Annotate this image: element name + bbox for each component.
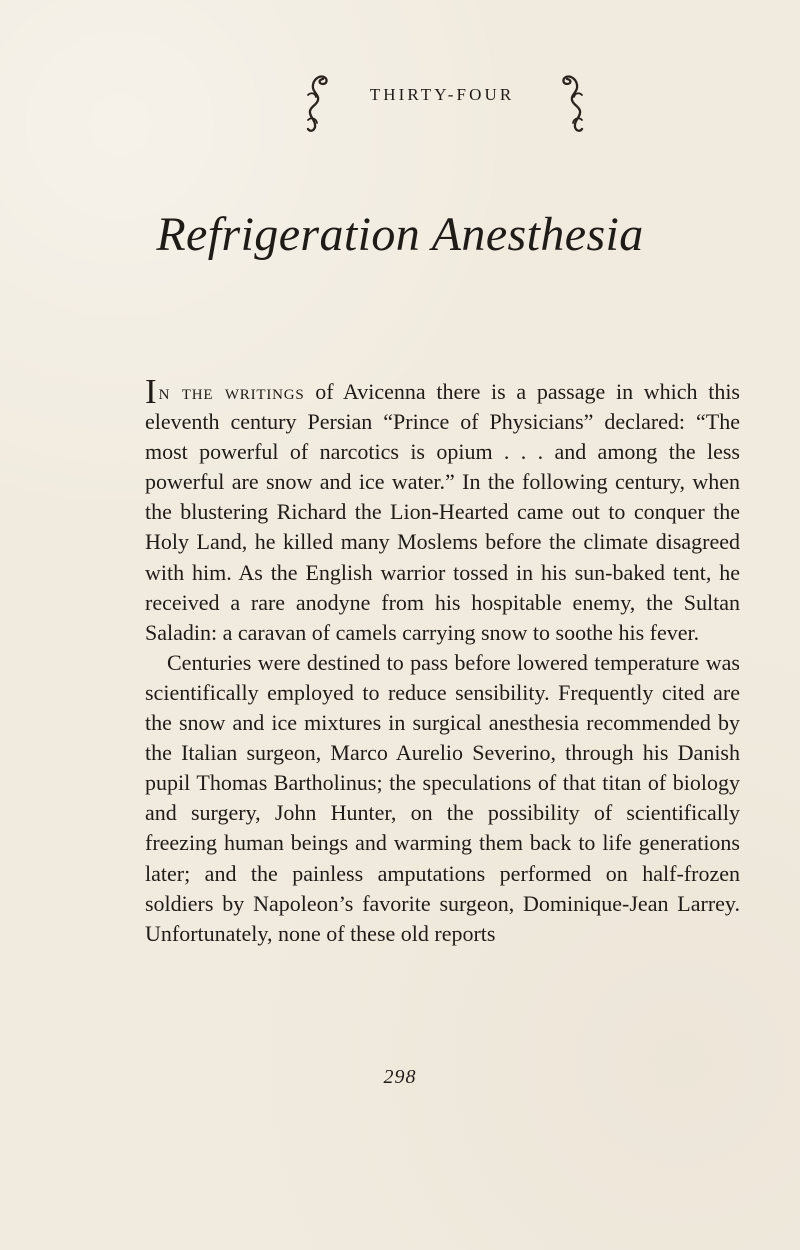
- paragraph-lead-in: n the writings: [158, 379, 305, 404]
- chapter-body: [145, 372, 740, 949]
- chapter-header: [300, 75, 590, 133]
- paragraph-1: [145, 372, 740, 648]
- chapter-number: THIRTY-FOUR: [369, 85, 515, 104]
- paragraph-2: Centuries were destined to pass before lowered temperature was scientifically employed to reduce sensibility. Frequently cited are the snow and ice mixtures in surgical anesthesia recommended by the Italian surgeon, Marco Aurelio Severino, through his Danish pupil Thomas Bartholinus; the speculations of that titan of biology and surgery, John Hunter, on the possibility of scientifically freezing human beings and warming them back to life generations later; and the painless amputations performed on half-frozen soldiers by Napoleon’s favorite surgeon, Dominique-Jean Larrey. Unfortunately, none of these old reports: [145, 649, 740, 946]
- chapter-title: Refrigeration Anesthesia: [156, 208, 644, 261]
- chapter-flourish-left-icon: [300, 75, 330, 133]
- chapter-flourish-right-icon: [560, 75, 590, 133]
- drop-initial: I: [145, 372, 157, 411]
- paragraph-1-text: of Avicenna there is a passage in which this eleventh century Persian “Prince of Physicians” declared: “The most powerful of narcotics is opium . . . and among the less powerful are snow and ice water.” In the following century, when the blustering Richard the Lion-Hearted came out to conquer the Holy Land, he killed many Moslems before the climate disagreed with him. As the English warrior tossed in his sun-baked tent, he received a rare anodyne from his hospitable enemy, the Sultan Saladin: a caravan of camels carrying snow to soothe his fever.: [145, 379, 740, 645]
- page-number: 298: [383, 1066, 417, 1088]
